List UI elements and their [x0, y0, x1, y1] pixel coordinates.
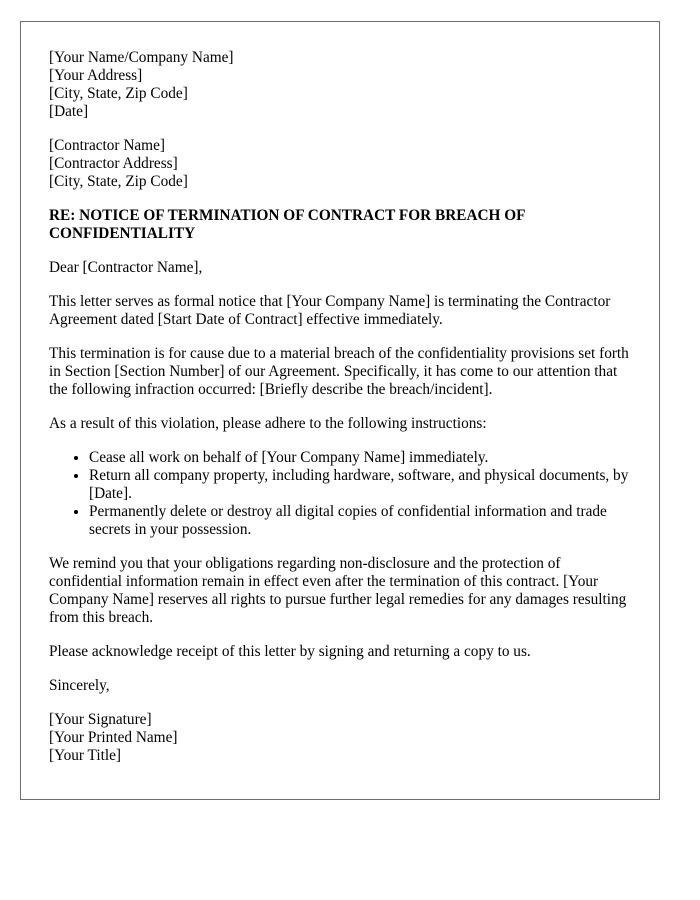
- letter-page: [20, 21, 660, 800]
- sender-address: [Your Address]: [49, 67, 143, 84]
- list-item: • Return all company property, including hardware, software, and physical documents, by [Date].: [89, 467, 631, 503]
- list-item: • Permanently delete or destroy all digital copies of confidential information and trade secrets in your possession.: [89, 503, 631, 539]
- signature-block: [49, 711, 631, 765]
- recipient-city: [City, State, Zip Code]: [49, 173, 188, 190]
- sender-name: [Your Name/Company Name]: [49, 49, 234, 66]
- paragraph-obligations: We remind you that your obligations regarding non-disclosure and the protection of confidential information remain in effect even after the termination of this contract. [Your Company Name] reserves all rights to pursue further legal remedies for any damages resulting from this breach.: [49, 555, 627, 626]
- signer-title: [Your Title]: [49, 747, 121, 764]
- recipient-name: [Contractor Name]: [49, 137, 165, 154]
- instructions-list: [49, 449, 631, 539]
- letter-date: [Date]: [49, 103, 89, 120]
- paragraph-cause: This termination is for cause due to a material breach of the confidentiality provisions set forth in Section [Section Number] of our Agreement. Specifically, it has come to our attention that the following infraction occurred: [Briefly describe the breach/incident].: [49, 345, 629, 398]
- paragraph-notice: This letter serves as formal notice that [Your Company Name] is terminating the Contractor Agreement dated [Start Date of Contract] effective immediately.: [49, 293, 611, 328]
- salutation: Dear [Contractor Name],: [49, 259, 203, 276]
- paragraph-instructions-intro: As a result of this violation, please adhere to the following instructions:: [49, 415, 487, 432]
- signature-line: [Your Signature]: [49, 711, 152, 728]
- printed-name: [Your Printed Name]: [49, 729, 178, 746]
- subject-line: RE: NOTICE OF TERMINATION OF CONTRACT FOR BREACH OF CONFIDENTIALITY: [49, 207, 525, 242]
- sender-block: [49, 49, 631, 121]
- recipient-block: [49, 137, 631, 191]
- recipient-address: [Contractor Address]: [49, 155, 178, 172]
- sender-city: [City, State, Zip Code]: [49, 85, 188, 102]
- list-item: • Cease all work on behalf of [Your Company Name] immediately.: [89, 449, 631, 467]
- closing: Sincerely,: [49, 677, 110, 694]
- paragraph-acknowledge: Please acknowledge receipt of this letter by signing and returning a copy to us.: [49, 643, 531, 660]
